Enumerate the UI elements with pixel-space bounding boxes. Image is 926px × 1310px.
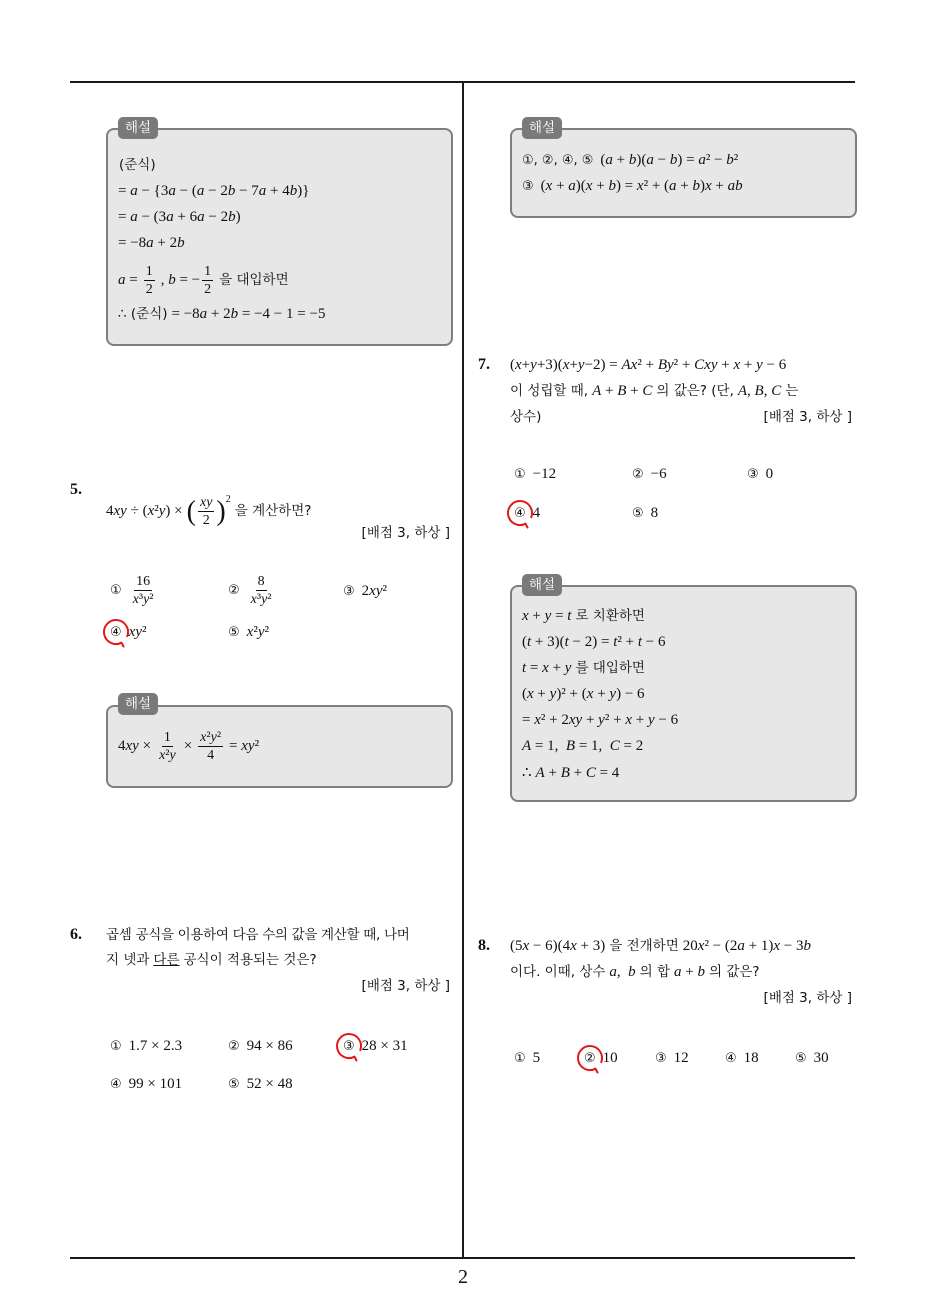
solution-line — [118, 304, 325, 324]
fraction-numerator: 16 — [136, 573, 151, 589]
choice-marker: ④ — [110, 625, 122, 640]
solution-expression: = −8a + 2b — [118, 235, 185, 251]
choice-marker: ③ — [343, 1039, 355, 1054]
stem-expression: A, B, C — [737, 383, 782, 399]
choice — [795, 1048, 829, 1068]
choice-value: 5 — [532, 1050, 541, 1066]
solution-expression: A + B + C = 4 — [535, 765, 620, 781]
stem-underlined-text: 다른 — [153, 952, 180, 968]
stem-text: 공식이 적용되는 것은? — [183, 952, 317, 968]
answer-mark — [505, 498, 535, 528]
choice-value: 99 × 101 — [128, 1076, 183, 1092]
choice-marker: ② — [228, 1039, 240, 1054]
fraction-denominator: x³y² — [132, 591, 154, 607]
solution-text: ∴ (준식) — [118, 306, 168, 322]
points-label: [배점 3, 하상 ] — [361, 525, 450, 541]
choice — [632, 503, 658, 523]
solution-expression: a = — [118, 272, 138, 288]
choice-marker: ① — [110, 1039, 122, 1054]
fraction-denominator: 2 — [204, 281, 212, 297]
solution-expression: A = 1, B = 1, C = 2 — [522, 738, 644, 754]
choice — [110, 572, 158, 608]
question-number: 8. — [478, 937, 490, 954]
fraction — [144, 264, 155, 297]
choice-value: 4 — [532, 505, 541, 521]
stem-expression: a + b — [674, 964, 706, 980]
fraction-denominator: 4 — [207, 747, 215, 763]
choice-marker: ⑤ — [795, 1051, 807, 1066]
question-stem — [510, 381, 798, 401]
left-paren: ( — [186, 496, 196, 527]
question-stem — [510, 407, 541, 427]
solution-line — [522, 736, 643, 756]
solution-expression: = a − (3a + 6a − 2b) — [118, 209, 241, 225]
choice — [514, 503, 540, 523]
choice-marker: ③ — [655, 1051, 667, 1066]
question-stem — [106, 950, 317, 970]
choice — [584, 1048, 618, 1068]
stem-expression: (5x − 6)(4x + 3) — [510, 938, 606, 954]
choice — [655, 1048, 689, 1068]
choice-marker: ① — [110, 583, 122, 598]
question-number: 7. — [478, 356, 490, 373]
choice-value: 1.7 × 2.3 — [128, 1038, 183, 1054]
column-divider — [462, 82, 464, 1258]
choice-value: −12 — [532, 466, 557, 482]
points-label: [배점 3, 하상 ] — [763, 990, 852, 1006]
choice — [110, 1036, 182, 1056]
solution-expression: (x + y)² + (x + y) − 6 — [522, 686, 645, 702]
solution-line — [522, 763, 619, 783]
fraction-numerator: xy — [199, 494, 213, 510]
choice — [228, 572, 276, 608]
fraction-numerator: x²y² — [200, 729, 222, 745]
fraction-denominator: x²y — [159, 747, 176, 763]
question-stem — [106, 480, 312, 528]
fraction — [249, 574, 274, 607]
therefore-symbol: ∴ — [522, 765, 532, 781]
choice — [514, 464, 556, 484]
exponent: 2 — [225, 494, 231, 505]
fraction-numerator: 1 — [145, 263, 153, 279]
choice — [343, 1036, 408, 1056]
solution-expression: x + y = t — [522, 608, 572, 624]
question-number: 6. — [70, 926, 82, 943]
solution-expression: 4xy × — [118, 738, 152, 754]
solution-line — [522, 176, 743, 196]
choice-marker: ① — [514, 467, 526, 482]
choice — [110, 622, 147, 642]
answer-mark — [575, 1043, 605, 1073]
choice-value: 18 — [743, 1050, 759, 1066]
fraction — [157, 730, 178, 763]
page-number: 2 — [458, 1266, 468, 1288]
stem-text: 을 계산하면? — [234, 503, 312, 519]
choice — [514, 1048, 540, 1068]
solution-line — [118, 181, 309, 201]
choice — [110, 1074, 182, 1094]
solution-line — [119, 155, 156, 175]
stem-expression: 20x² − (2a + 1)x − 3b — [682, 938, 811, 954]
stem-text: 곱셈 공식을 이용하여 다음 수의 값을 계산할 때, 나머 — [106, 927, 410, 943]
solution-expression: t = x + y — [522, 660, 572, 676]
choice — [228, 622, 269, 642]
question-stem — [510, 962, 760, 982]
choice-marker: ③ — [522, 179, 534, 194]
stem-text: 상수) — [510, 409, 542, 425]
choice — [747, 464, 773, 484]
choice-value: −6 — [650, 466, 667, 482]
choice — [632, 464, 667, 484]
solution-expression: , b = − — [160, 272, 201, 288]
choice-value: x²y² — [246, 624, 269, 640]
stem-expression: a, b — [609, 964, 636, 980]
choice-marker: ④ — [110, 1077, 122, 1092]
choice — [343, 581, 387, 601]
choice-marker: ② — [584, 1051, 596, 1066]
choice-marker: ①, ②, ④, ⑤ — [522, 153, 594, 168]
stem-expression: 4xy ÷ (x²y) × — [106, 503, 183, 519]
solution-expression: (a + b)(a − b) = a² − b² — [600, 152, 739, 168]
choice-marker: ② — [228, 583, 240, 598]
choice — [228, 1074, 293, 1094]
solution-expression: (x + a)(x + b) = x² + (a + b)x + ab — [540, 178, 743, 194]
points-label: [배점 3, 하상 ] — [763, 409, 852, 425]
answer-mark — [101, 617, 131, 647]
choice-value: 94 × 86 — [246, 1038, 293, 1054]
fraction-denominator: 2 — [202, 512, 210, 528]
stem-text: 이 성립할 때, — [510, 383, 589, 399]
page-bottom-rule — [70, 1257, 855, 1259]
stem-text: 지 넷과 — [106, 952, 150, 968]
fraction — [131, 574, 156, 607]
stem-text: 을 전개하면 — [609, 938, 679, 954]
solution-expression: = a − {3a − (a − 2b − 7a + 4b)} — [118, 183, 310, 199]
solution-line — [522, 606, 645, 626]
points-label: [배점 3, 하상 ] — [361, 978, 450, 994]
choice-marker: ④ — [725, 1051, 737, 1066]
fraction-numerator: 1 — [204, 263, 212, 279]
stem-expression: (x+y+3)(x+y−2) = Ax² + By² + Cxy + x + y − 6 — [510, 357, 787, 373]
choice-marker: ② — [632, 467, 644, 482]
solution-box — [510, 128, 857, 218]
stem-text: 의 값은? — [709, 964, 760, 980]
solution-expression: = xy² — [229, 738, 260, 754]
choice-value: 10 — [602, 1050, 618, 1066]
question-number: 5. — [70, 481, 82, 498]
solution-expression: = x² + 2xy + y² + x + y − 6 — [522, 712, 679, 728]
choice-marker: ③ — [343, 584, 355, 599]
fraction — [198, 495, 214, 528]
choice-marker: ① — [514, 1051, 526, 1066]
solution-line — [118, 262, 289, 298]
choice-marker: ④ — [514, 506, 526, 521]
choice-marker: ⑤ — [228, 1077, 240, 1092]
solution-text: 를 대입하면 — [575, 660, 645, 676]
solution-line — [522, 684, 645, 704]
fraction — [202, 264, 213, 297]
stem-text: 의 값은? (단, — [656, 383, 734, 399]
solution-expression: (t + 3)(t − 2) = t² + t − 6 — [522, 634, 666, 650]
choice-marker: ⑤ — [632, 506, 644, 521]
stem-text: 의 합 — [639, 964, 671, 980]
solution-tag: 해설 — [118, 693, 158, 715]
choice-value: 0 — [765, 466, 774, 482]
choice-value: 2xy² — [361, 583, 387, 599]
choice-value: xy² — [128, 624, 147, 640]
solution-tag: 해설 — [522, 574, 562, 596]
solution-expression: = −8a + 2b = −4 − 1 = −5 — [171, 306, 326, 322]
solution-line — [522, 150, 738, 170]
answer-mark — [334, 1031, 364, 1061]
choice-marker: ⑤ — [228, 625, 240, 640]
solution-line — [522, 632, 666, 652]
stem-text: 이다. 이때, 상수 — [510, 964, 606, 980]
solution-tag: 해설 — [118, 117, 158, 139]
fraction-denominator: x³y² — [250, 591, 272, 607]
solution-line — [118, 233, 185, 253]
stem-text: 는 — [785, 383, 799, 399]
solution-line — [522, 658, 645, 678]
solution-text: 로 치환하면 — [575, 608, 645, 624]
solution-line — [522, 710, 678, 730]
solution-text: 을 대입하면 — [219, 272, 289, 288]
question-stem — [106, 925, 409, 945]
right-paren: ) — [216, 496, 226, 527]
solution-operator: × — [183, 738, 193, 754]
solution-line — [118, 207, 241, 227]
choice — [228, 1036, 293, 1056]
choice-value: 12 — [673, 1050, 689, 1066]
choice-value: 52 × 48 — [246, 1076, 293, 1092]
solution-line — [118, 726, 259, 766]
solution-text: (준식) — [119, 157, 156, 173]
question-stem — [510, 355, 786, 375]
solution-tag: 해설 — [522, 117, 562, 139]
stem-expression: A + B + C — [592, 383, 653, 399]
fraction-numerator: 1 — [163, 729, 171, 745]
fraction — [198, 730, 223, 763]
question-stem — [510, 936, 811, 956]
choice-value: 28 × 31 — [361, 1038, 408, 1054]
choice-value: 30 — [813, 1050, 829, 1066]
fraction-denominator: 2 — [145, 281, 153, 297]
choice-value: 8 — [650, 505, 659, 521]
choice — [725, 1048, 759, 1068]
fraction-numerator: 8 — [257, 573, 265, 589]
choice-marker: ③ — [747, 467, 759, 482]
